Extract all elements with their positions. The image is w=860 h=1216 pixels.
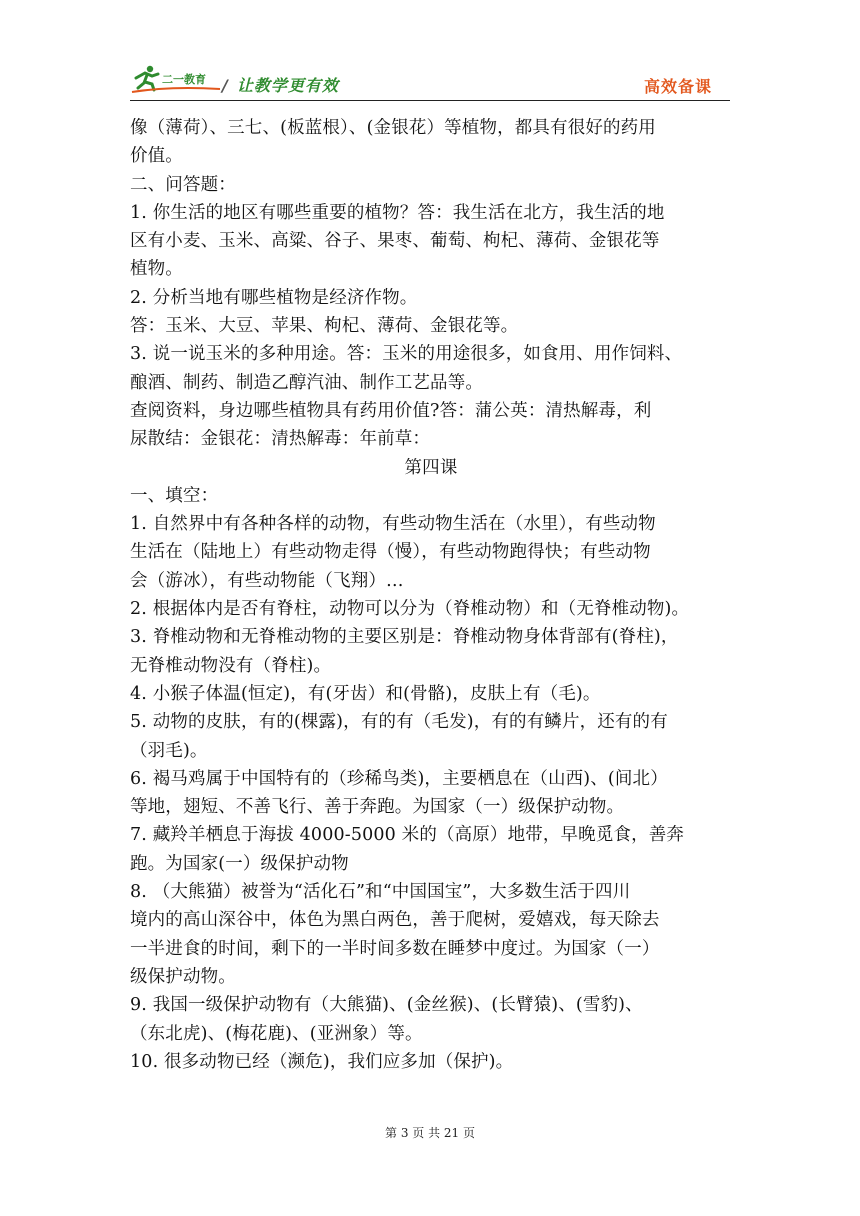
text-line: 2. 分析当地有哪些植物是经济作物。	[130, 287, 418, 308]
section-heading: 二、问答题：	[130, 174, 236, 195]
text-line: 7. 藏羚羊栖息于海拔 4000-5000 米的（高原）地带，早晚觅食，善奔	[130, 825, 685, 846]
text-line: 一半进食的时间，剩下的一半时间多数在睡梦中度过。为国家（一）	[130, 938, 660, 959]
text-line: 6. 褐马鸡属于中国特有的（珍稀鸟类)，主要栖息在（山西)、(间北）	[130, 768, 668, 789]
tagline: 高效备课	[643, 77, 712, 96]
text-line: 4. 小猴子体温(恒定)，有(牙齿）和(骨骼)，皮肤上有（毛)。	[130, 683, 601, 704]
text-line: 价值。	[130, 146, 183, 167]
lesson-title: 第四课	[404, 457, 458, 478]
text-line: 1. 你生活的地区有哪些重要的植物？答：我生活在北方，我生活的地	[130, 202, 665, 223]
text-line: 区有小麦、玉米、高粱、谷子、果枣、葡萄、枸杞、薄荷、金银花等	[130, 231, 660, 252]
text-line: 1. 自然界中有各种各样的动物，有些动物生活在（水里），有些动物	[130, 514, 656, 535]
text-line: 跑。为国家(一）级保护动物	[130, 853, 349, 874]
text-line: （羽毛)。	[130, 740, 208, 761]
section-heading: 一、填空：	[130, 485, 219, 506]
page-footer: 第 3 页 共 21 页	[385, 1126, 475, 1140]
text-line: 尿散结：金银花：清热解毒：年前草：	[130, 429, 431, 450]
text-line: 会（游冰），有些动物能（飞翔）…	[130, 570, 404, 591]
slogan	[222, 73, 339, 96]
text-line: 生活在（陆地上）有些动物走得（慢），有些动物跑得快；有些动物	[130, 542, 651, 563]
text-line: 无脊椎动物没有（脊柱)。	[130, 655, 332, 676]
document-body	[130, 114, 732, 1076]
text-line: 5. 动物的皮肤，有的(棵露)，有的有（毛发)，有的有鳞片，还有的有	[130, 712, 668, 733]
slogan-slash: /	[222, 76, 229, 95]
text-line: 酿酒、制药、制造乙醇汽油、制作工艺品等。	[130, 372, 483, 393]
slogan-text: 让教学更有效	[236, 76, 339, 95]
text-line: 2. 根据体内是否有脊柱，动物可以分为（脊椎动物）和（无脊椎动物)。	[130, 599, 690, 620]
text-line: 查阅资料，身边哪些植物具有药用价值?答：蒲公英：清热解毒，利	[130, 400, 652, 421]
text-line: 9. 我国一级保护动物有（大熊猫)、(金丝猴)、(长臂猿)、(雪豹)、	[130, 995, 643, 1016]
text-line: 境内的高山深谷中，体色为黑白两色，善于爬树，爱嬉戏，每天除去	[130, 910, 660, 931]
page-header	[130, 62, 730, 101]
text-line: 等地，翅短、不善飞行、善于奔跑。为国家（一）级保护动物。	[130, 797, 625, 818]
text-line: 答：玉米、大豆、苹果、枸杞、薄荷、金银花等。	[130, 316, 519, 337]
text-line: 8. （大熊猫）被誉为“活化石”和“中国国宝”，大多数生活于四川	[130, 882, 631, 903]
text-line: 10. 很多动物已经（濒危)，我们应多加（保护)。	[130, 1051, 514, 1072]
text-line: 植物。	[130, 259, 183, 280]
logo	[130, 62, 222, 96]
text-line: 像（薄荷）、三七、(板蓝根）、(金银花）等植物，都具有很好的药用	[130, 118, 656, 138]
text-line: 3. 脊椎动物和无脊椎动物的主要区别是：脊椎动物身体背部有(脊柱)，	[130, 627, 679, 648]
text-line: 级保护动物。	[130, 966, 236, 987]
text-line: （东北虎)、(梅花鹿)、(亚洲象）等。	[130, 1023, 423, 1044]
text-line: 3. 说一说玉米的多种用途。答：玉米的用途很多，如食用、用作饲料、	[130, 344, 683, 365]
logo-text: 二一教育	[162, 73, 206, 86]
